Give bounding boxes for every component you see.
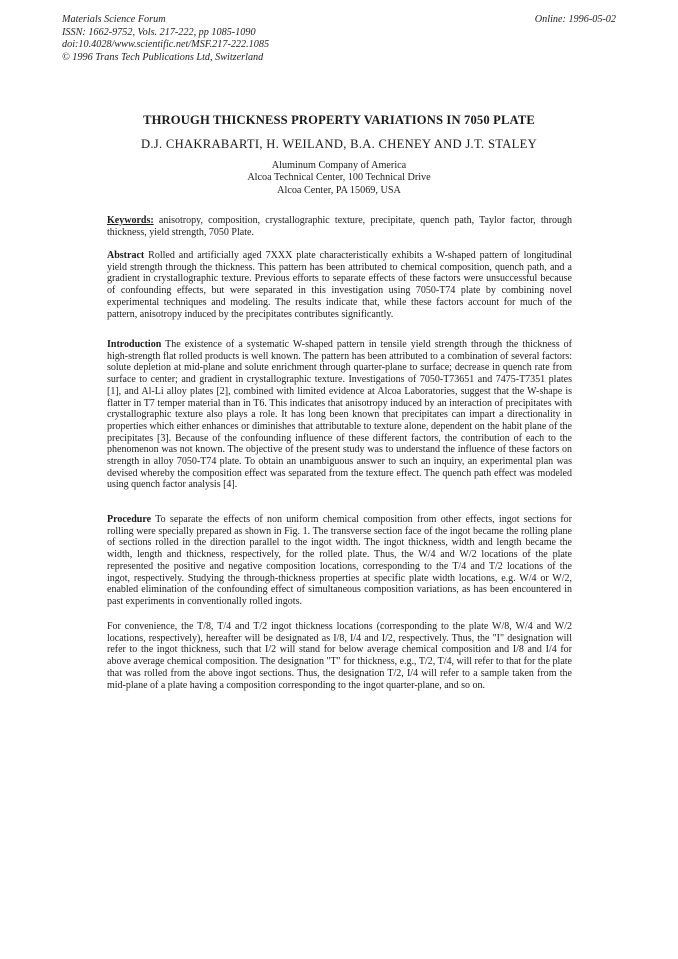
- keywords-paragraph: [107, 215, 572, 238]
- convenience-text: For convenience, the T/8, T/4 and T/2 ingot thickness locations (corresponding to the plate W/8, W/4 and W/2 locations, respectively), hereafter will be designated as I/8, I/4 and I/2, respectively. Thus, the "I" designation will refer to the ingot thickness, such that I/2 will stand for below average chemical composition and I/8 and I/4 for above average chemical composition. The designation "T" for thickness, e.g., T/2, T/4, will refer to that for the plate that was rolled from the above ingot sections. Thus, the designation T/2, I/4 will refer to a sample taken from the mid-plane of a plate having a composition corresponding to the ingot quarter-plane, and so on.: [107, 621, 572, 691]
- copyright-line: © 1996 Trans Tech Publications Ltd, Switzerland: [62, 51, 264, 63]
- affiliation: [40, 160, 638, 197]
- keywords-label: Keywords:: [107, 215, 154, 226]
- procedure-heading: Procedure: [107, 514, 152, 525]
- keywords-text: anisotropy, composition, crystallographic texture, precipitate, quench path, Taylor factor, through thickness, yield strength, 7050 Plate.: [107, 215, 572, 238]
- abstract-text: Rolled and artificially aged 7XXX plate characteristically exhibits a W-shaped pattern of longitudinal yield strength through the thickness. This pattern has been attributed to chemical composition, quench path, and a gradient in crystallographic texture. Previous efforts to separate effects of these factors were unsuccessful because of confounding effects, but were separated in this investigation using 7050-T74 plate by combining novel experimental techniques and modeling. The results indicate that, while these factors account for much of the pattern, anisotropy induced by the precipitates contributes significantly.: [107, 250, 572, 320]
- affiliation-line: Alcoa Center, PA 15069, USA: [277, 184, 401, 196]
- affiliation-line: Aluminum Company of America: [271, 160, 407, 171]
- paper-title: THROUGH THICKNESS PROPERTY VARIATIONS IN 7050 PLATE: [143, 113, 535, 127]
- issn-line: ISSN: 1662-9752, Vols. 217-222, pp 1085-1090: [62, 26, 256, 38]
- doi-line: doi:10.4028/www.scientific.net/MSF.217-222.1085: [62, 39, 270, 51]
- abstract-paragraph: [107, 250, 572, 320]
- publication-metadata: [62, 14, 269, 64]
- online-date: Online: 1996-05-02: [534, 14, 616, 25]
- introduction-text: The existence of a systematic W-shaped pattern in tensile yield strength through the thickness of high-strength flat rolled products is well known. The pattern has been attributed to a combination of several factors: solute depletion at mid-plane and solute enrichment through quarter-plane to surface; decrease in quench rate from surface to center; and gradient in crystallographic texture. Investigations of 7050-T73651 and 7475-T7351 plates [1], and Al-Li alloy plates [2], combined with limited evidence at Alcoa Laboratories, suggest that the W-shape is flatter in T7 temper material than in T6. This indicates that anisotropy induced by an interaction of precipitates with crystallographic texture also plays a role. It has long been known that precipitates can impart a directionality in properties which either enhances or diminishes that attributable to texture alone, dependent on the habit plane of the precipitates [3]. Because of the confounding influence of these different factors, the contribution of each to the phenomenon was not known. The objective of the present study was to understand the influence of these factors on strength in alloy 7050-T74 plate. To obtain an unambiguous answer to such an inquiry, an experimental plan was devised whereby the composition effect was separated from the texture effect. The quench path effect was modeled using quench factor analysis [4].: [107, 339, 572, 491]
- procedure-text: To separate the effects of non uniform chemical composition from other effects, ingot sections for rolling were specially prepared as shown in Fig. 1. The transverse section face of the ingot became the rolling plane of sections rolled in the direction parallel to the ingot width. The ingot thickness, width and length became the width, length and thickness, respectively, for the rolled plate. Thus, the W/4 and W/2 locations of the plate represented the positive and negative composition locations, corresponding to the T/4 and T/2 locations of the ingot, respectively. Studying the through-thickness properties at specific plate width locations, e.g. W/4 or W/2, enabled elimination of the confounding effect of simultaneous composition variations, as has been encountered in past experiments in conventionally rolled ingots.: [107, 514, 572, 607]
- introduction-paragraph: [107, 339, 572, 491]
- paper-authors: D.J. CHAKRABARTI, H. WEILAND, B.A. CHENEY AND J.T. STALEY: [140, 137, 538, 151]
- journal-name: Materials Science Forum: [62, 14, 166, 25]
- abstract-heading: Abstract: [107, 250, 145, 261]
- affiliation-line: Alcoa Technical Center, 100 Technical Drive: [247, 172, 431, 184]
- introduction-heading: Introduction: [107, 339, 162, 350]
- procedure-paragraph: [107, 514, 572, 608]
- convenience-paragraph: [107, 621, 572, 691]
